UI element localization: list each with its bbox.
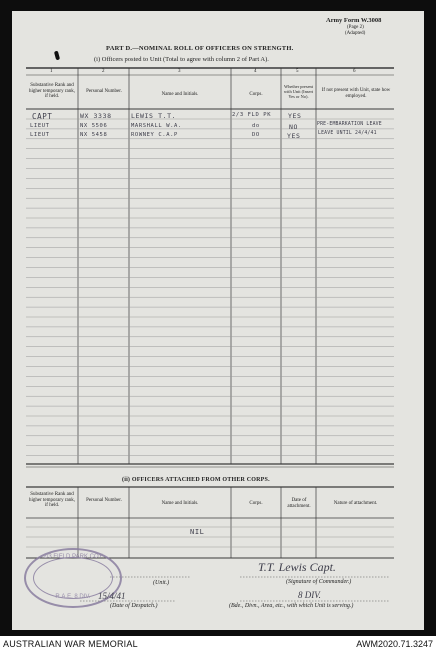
row-1-number: WX 3338 xyxy=(80,112,112,120)
row-3-present: YES xyxy=(287,132,301,140)
header-number: Personal Number. xyxy=(86,89,122,94)
row-3-rank: LIEUT xyxy=(30,132,50,138)
despatch-label: (Date of Despatch.) xyxy=(110,603,158,609)
formation-value: 8 DIV. xyxy=(298,590,321,600)
footer-reference: AWM2020.71.3247 xyxy=(356,639,433,649)
commander-signature: T.T. Lewis Capt. xyxy=(258,560,336,574)
section-ii-title: (ii) OFFICERS ATTACHED FROM OTHER CORPS. xyxy=(122,477,270,483)
row-3-corps: DO xyxy=(252,132,260,138)
row-3-name: ROWNEY C.A.P xyxy=(131,132,178,138)
header-present: Whether present with Unit (Insert Yes or No). xyxy=(283,84,314,99)
col-number-4: 4 xyxy=(254,69,257,74)
header-name: Name and Initials. xyxy=(161,92,199,97)
header-employed: If not present with Unit, state how employed. xyxy=(321,88,391,99)
stamp-top-text: 2/3 FIELD PARK COY xyxy=(43,554,103,560)
footer-bar xyxy=(0,636,436,653)
row-1-rank: CAPT xyxy=(32,112,53,121)
col-number-6: 6 xyxy=(353,69,356,74)
row-2-corps: do xyxy=(252,123,260,129)
row-2-name: MARSHALL W.A. xyxy=(131,123,182,129)
row-2-employed: PRE-EMBARKATION LEAVE xyxy=(317,122,382,127)
header-corps: Corps. xyxy=(249,92,263,97)
header-ii-rank: Substantive Rank and higher temporary rank, if held. xyxy=(29,492,75,509)
row-3-number: NX 5458 xyxy=(80,132,108,138)
footer-source: AUSTRALIAN WAR MEMORIAL xyxy=(3,639,138,649)
row-2-number: NX 5506 xyxy=(80,123,108,129)
row-1-corps: 2/3 FLD PK xyxy=(232,112,272,118)
part-d-title: PART D.—NOMINAL ROLL OF OFFICERS ON STRENGTH. xyxy=(106,45,294,52)
form-adapted: (Adapted) xyxy=(345,31,366,36)
signature-label: (Signature of Commander.) xyxy=(286,579,352,585)
col-number-3: 3 xyxy=(178,69,181,74)
header-ii-number: Personal Number. xyxy=(86,498,122,503)
header-rank: Substantive Rank and higher temporary rank, if held. xyxy=(29,83,75,100)
col-number-1: 1 xyxy=(50,69,53,74)
form-id: Army Form W.3008 xyxy=(326,17,382,24)
row-2-rank: LIEUT xyxy=(30,123,50,129)
header-ii-nature: Nature of attachment. xyxy=(333,501,378,506)
row-3-employed: LEAVE UNTIL 24/4/41 xyxy=(318,131,377,136)
row-1-present: YES xyxy=(288,112,302,120)
unit-label: (Unit.) xyxy=(153,580,170,586)
form-page: (Page 2) xyxy=(347,25,364,30)
section-i-title: (i) Officers posted to Unit (Total to agree with column 2 of Part A). xyxy=(94,56,269,63)
col-number-2: 2 xyxy=(102,69,105,74)
formation-label: (Bde., Divn., Area, etc., with which Unit is serving.) xyxy=(229,603,354,609)
despatch-date: 15/4/41 xyxy=(98,591,126,601)
header-ii-date: Date of attachment. xyxy=(287,498,311,509)
section-ii-nil: NIL xyxy=(190,528,205,536)
stamp-bottom-text: R.A.E. 8 DIV. xyxy=(55,594,91,600)
header-ii-corps: Corps. xyxy=(249,501,263,506)
col-number-5: 5 xyxy=(296,69,299,74)
row-2-present: NO xyxy=(289,123,299,131)
header-ii-name: Name and Initials. xyxy=(161,501,199,506)
row-1-name: LEWIS T.T. xyxy=(131,112,177,120)
